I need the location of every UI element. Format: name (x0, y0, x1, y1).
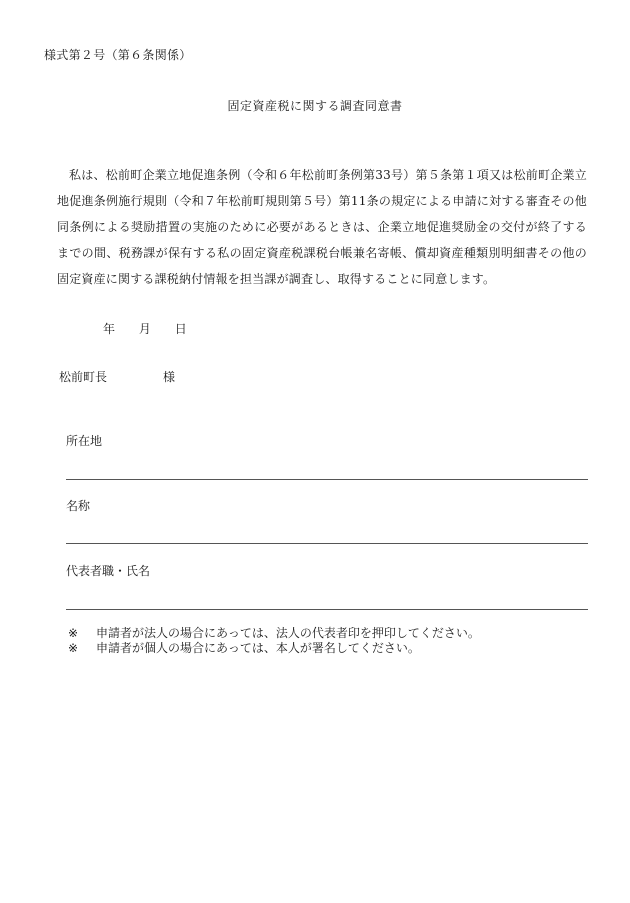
note-text: 申請者が個人の場合にあっては、本人が署名してください。 (96, 641, 420, 655)
name-field (66, 497, 588, 514)
location-signature-line (66, 479, 588, 480)
location-field (66, 432, 588, 449)
representative-label: 代表者職・氏名 (66, 564, 151, 578)
name-signature-line (66, 543, 588, 544)
document-title: 固定資産税に関する調査同意書 (227, 99, 403, 113)
note-mark: ※ (68, 626, 79, 640)
note-text: 申請者が法人の場合にあっては、法人の代表者印を押印してください。 (96, 626, 480, 640)
notes (68, 626, 480, 656)
addressee-honorific: 様 (163, 370, 176, 384)
addressee (59, 368, 175, 385)
date-line (103, 320, 187, 337)
note-corporation (68, 626, 480, 641)
addressee-name: 松前町長 (59, 370, 108, 384)
form-number: 様式第２号（第６条関係） (44, 48, 192, 62)
date-month-label: 月 (138, 322, 151, 336)
name-label: 名称 (66, 499, 91, 513)
consent-body-text: 私は、松前町企業立地促進条例（令和６年松前町条例第33号）第５条第１項又は松前町企業立地促進条例施行規則（令和７年松前町規則第５号）第11条の規定による申請に対する審査その他同条例による奨励措置の実施のために必要があるときは、企業立地促進奨励金の交付が終了するまでの間、税務課が保有する私の固定資産税課税台帳兼名寄帳、償却資産種類別明細書その他の固定資産に関する課税納付情報を担当課が調査し、取得することに同意します。 (57, 168, 587, 286)
location-label: 所在地 (66, 434, 103, 448)
representative-field (66, 562, 588, 579)
date-year-label: 年 (103, 322, 116, 336)
date-day-label: 日 (174, 322, 187, 336)
note-individual (68, 641, 480, 656)
note-mark: ※ (68, 641, 79, 655)
representative-signature-line (66, 609, 588, 610)
